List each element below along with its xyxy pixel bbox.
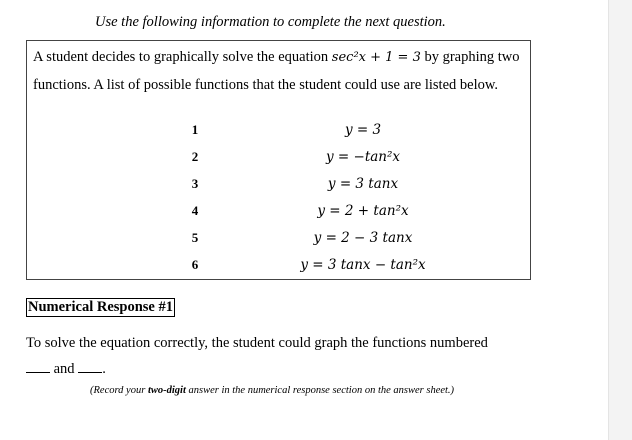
answer-blank-2 xyxy=(78,360,102,373)
function-number: 6 xyxy=(191,257,199,272)
function-row xyxy=(27,144,530,170)
function-number: 3 xyxy=(191,176,199,191)
note-bold: two-digit xyxy=(147,385,186,396)
problem-statement xyxy=(33,44,525,98)
function-row xyxy=(27,225,530,251)
question-period: . xyxy=(102,361,106,377)
instruction-text: Use the following information to complete the next question. xyxy=(95,14,446,30)
and-word: and xyxy=(53,361,75,377)
problem-text-after: by graphing two functions. A list of possible functions that the student could use are listed below. xyxy=(33,49,520,93)
problem-equation: sec²x + 1 = 3 xyxy=(331,50,421,65)
numerical-response-heading: Numerical Response #1 xyxy=(28,299,173,315)
answer-blank-1 xyxy=(26,360,50,373)
question-prompt: To solve the equation correctly, the student could graph the functions numbered xyxy=(26,335,488,351)
function-expression: y = 3 tanx xyxy=(327,176,399,192)
problem-text-before: A student decides to graphically solve the equation xyxy=(33,49,332,65)
function-number: 4 xyxy=(191,203,199,218)
question-text xyxy=(26,330,586,382)
function-number: 1 xyxy=(191,122,199,137)
problem-box xyxy=(26,40,531,280)
note-after: answer in the numerical response section on the answer sheet.) xyxy=(185,385,455,396)
function-row xyxy=(27,117,530,143)
function-row xyxy=(27,252,530,278)
page-gutter xyxy=(608,0,632,440)
function-number: 2 xyxy=(191,149,199,164)
answer-note xyxy=(90,385,454,396)
function-expression: y = 3 tanx − tan²x xyxy=(300,257,426,273)
note-before: (Record your xyxy=(90,385,148,396)
function-expression: y = −tan²x xyxy=(325,149,401,165)
function-expression: y = 2 + tan²x xyxy=(317,203,409,219)
function-row xyxy=(27,198,530,224)
function-row xyxy=(27,171,530,197)
function-expression: y = 2 − 3 tanx xyxy=(313,230,413,246)
function-number: 5 xyxy=(191,230,199,245)
function-expression: y = 3 xyxy=(344,122,382,138)
